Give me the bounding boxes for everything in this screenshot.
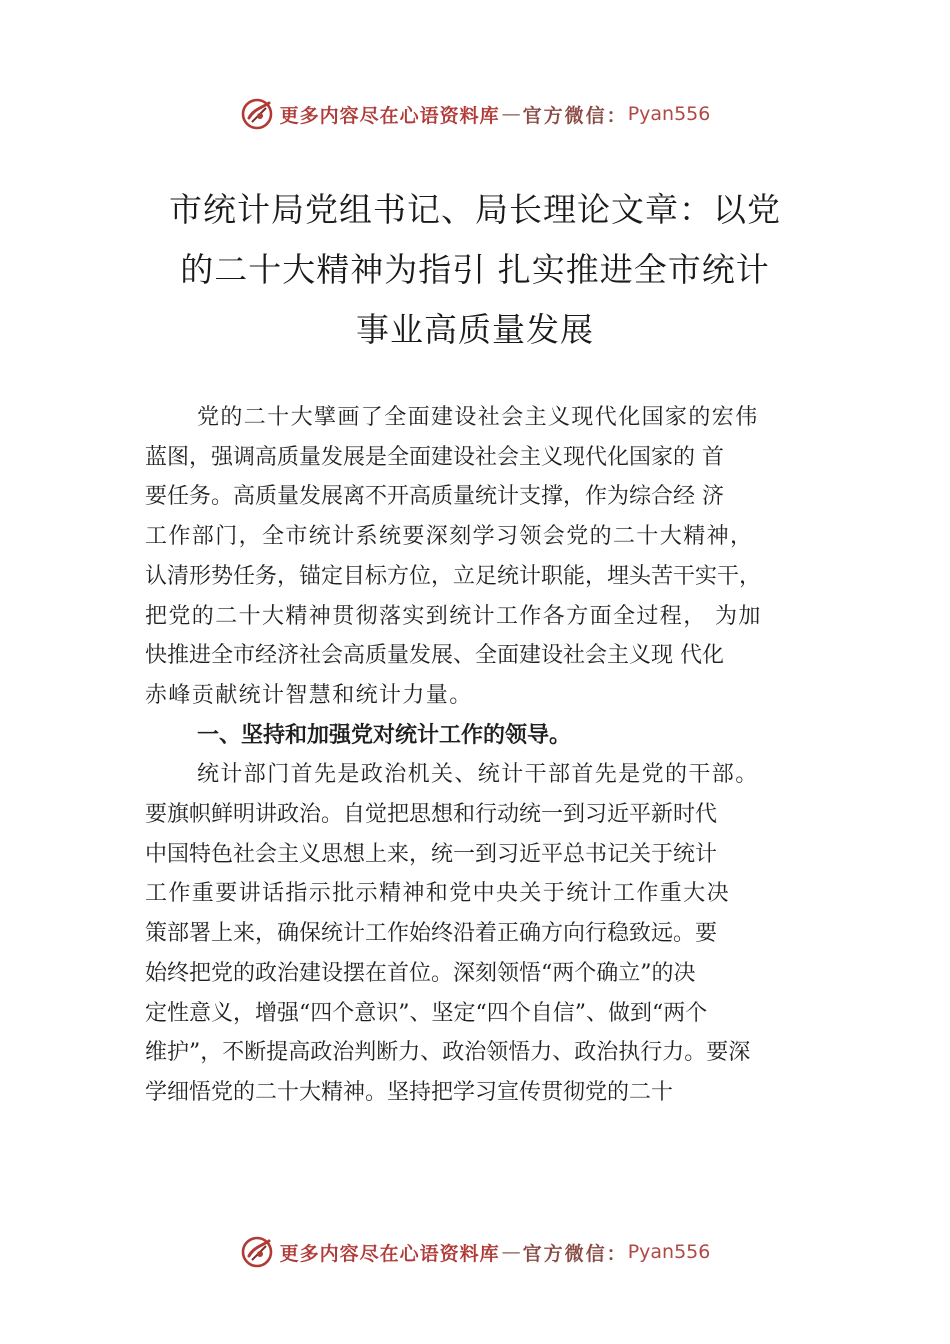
text-line: 学细悟党的二十大精神。坚持把学习宣传贯彻党的二十 xyxy=(145,1079,674,1105)
text-line: 统计部门首先是政治机关、统计干部首先是党的干部。 xyxy=(197,762,759,788)
text-line: 定性意义，增强“四个意识”、坚定“四个自信”、做到“两个 xyxy=(145,1000,708,1026)
text-line: 中国特色社会主义思想上来，统一到习近平总书记关于统计 xyxy=(145,841,718,867)
footer-banner xyxy=(0,1232,950,1272)
text-line: 蓝图，强调高质量发展是全面建设社会主义现代化国家的 首 xyxy=(145,444,724,470)
document-body xyxy=(145,398,845,1113)
banner-separator: — xyxy=(501,103,521,125)
banner-separator: — xyxy=(501,1241,521,1263)
banner-library-text: 更多内容尽在心语资料库 xyxy=(279,104,500,127)
document-title xyxy=(120,180,830,360)
banner-wechat-id: Pyan556 xyxy=(627,103,711,125)
paragraph-intro xyxy=(145,398,845,716)
banner-wechat-label: 官方微信： xyxy=(522,1242,628,1265)
text-line: 要旗帜鲜明讲政治。自觉把思想和行动统一到习近平新时代 xyxy=(145,802,718,828)
text-line: 快推进全市经济社会高质量发展、全面建设社会主义现 代化 xyxy=(145,643,724,669)
title-line: 事业高质量发展 xyxy=(356,310,594,349)
text-line: 党的二十大擘画了全面建设社会主义现代化国家的宏伟 xyxy=(197,405,759,430)
title-line: 的二十大精神为指引 扎实推进全市统计 xyxy=(180,250,770,289)
writing-hand-logo-icon xyxy=(240,1234,276,1270)
text-line: 策部署上来，确保统计工作始终沿着正确方向行稳致远。要 xyxy=(145,921,718,947)
title-line: 市统计局党组书记、局长理论文章：以党 xyxy=(169,190,781,229)
banner-library-text: 更多内容尽在心语资料库 xyxy=(279,1242,500,1265)
text-line: 工作部门，全市统计系统要深刻学习领会党的二十大精神， xyxy=(145,524,754,550)
text-line: 要任务。高质量发展离不开高质量统计支撑，作为综合经 济 xyxy=(145,484,724,510)
text-line: 工作重要讲话指示批示精神和党中央关于统计工作重大决 xyxy=(145,881,731,907)
paragraph-section1 xyxy=(145,755,845,1112)
writing-hand-logo-icon xyxy=(240,96,276,132)
banner-wechat-label: 官方微信： xyxy=(522,104,628,127)
text-line: 把党的二十大精神贯彻落实到统计工作各方面全过程， 为加 xyxy=(145,603,762,629)
text-line: 维护”，不断提高政治判断力、政治领悟力、政治执行力。要深 xyxy=(145,1040,751,1066)
banner-wechat-id: Pyan556 xyxy=(627,1241,711,1263)
text-line: 赤峰贡献统计智慧和统计力量。 xyxy=(145,682,473,708)
text-line: 认清形势任务，锚定目标方位，立足统计职能，埋头苦干实干， xyxy=(145,563,762,589)
text-line: 始终把党的政治建设摆在首位。深刻领悟“两个确立”的决 xyxy=(145,960,696,986)
section-heading: 一、坚持和加强党对统计工作的领导。 xyxy=(197,722,572,748)
header-banner xyxy=(0,94,950,134)
